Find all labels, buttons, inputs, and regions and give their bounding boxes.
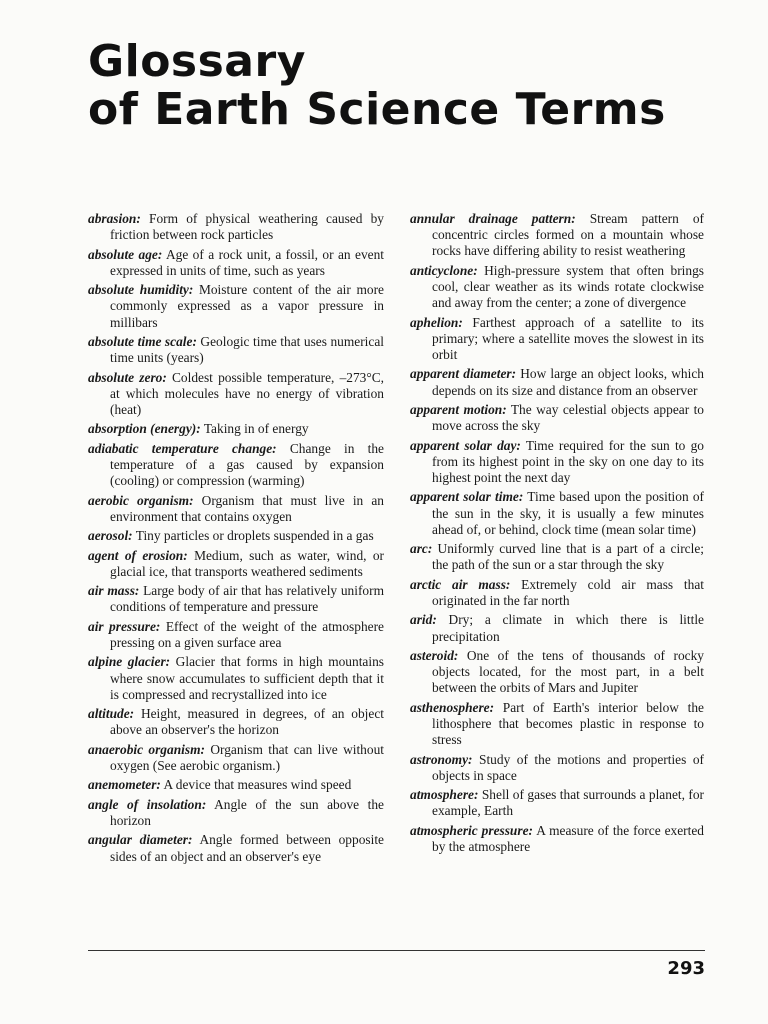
glossary-definition: A device that measures wind speed [163,777,352,793]
glossary-entry [88,211,384,243]
glossary-definition: High-pressure system that often brings cool, clear weather as its winds rotate clockwise and away from the center; a zone of divergence [432,262,704,311]
glossary-definition: Moisture content of the air more commonly expressed as a vapor pressure in millibars [110,282,384,330]
glossary-definition: A measure of the force exerted by the atmosphere [432,822,704,854]
page-title [88,38,666,134]
glossary-term: absorption (energy): [88,421,201,437]
glossary-entry [88,548,384,580]
glossary-entry [88,797,384,829]
glossary-entry [88,247,384,279]
glossary-term: air mass: [88,583,140,599]
glossary-term: alpine glacier: [88,654,171,670]
glossary-definition: How large an object looks, which depends on its size and distance from an observer [432,366,704,398]
glossary-term: apparent solar day: [410,437,521,453]
glossary-definition: Study of the motions and properties of objects in space [432,751,704,783]
glossary-definition: Change in the temperature of a gas caused by expansion (cooling) or compression (warming) [110,440,384,489]
glossary-entry [88,441,384,490]
glossary-definition: Stream pattern of concentric circles formed on a mountain whose rocks have differing ability to resist weathering [432,211,704,259]
title-line-2: of Earth Science Terms [88,84,666,135]
glossary-entry [410,752,704,784]
glossary-term: absolute time scale: [88,333,197,349]
glossary-term: anaerobic organism: [88,741,205,757]
glossary-term: arc: [410,541,433,557]
footer-divider [88,950,705,951]
glossary-definition: Organism that must live in an environment that contains oxygen [110,492,384,524]
glossary-definition: Age of a rock unit, a fossil, or an event expressed in units of time, such as years [110,246,385,278]
glossary-term: asthenosphere: [410,699,495,715]
glossary-term: air pressure: [88,618,161,634]
glossary-definition: Taking in of energy [203,421,309,437]
glossary-definition: Form of physical weathering caused by friction between rock particles [110,211,385,243]
glossary-definition: Part of Earth's interior below the lithosphere that becomes plastic in response to stress [432,699,704,748]
glossary-definition: Effect of the weight of the atmosphere pressing on a given surface area [110,618,384,650]
glossary-term: anticyclone: [410,262,478,278]
glossary-entry [410,402,704,434]
glossary-definition: Medium, such as water, wind, or glacial ice, that transports weathered sediments [110,547,384,579]
glossary-definition: Glacier that forms in high mountains where snow accumulates to sufficient depth that it is compressed and recrystallized into ice [110,654,384,702]
glossary-entry [88,282,384,331]
glossary-term: anemometer: [88,777,161,793]
glossary-entry [410,787,704,819]
glossary-definition: Angle formed between opposite sides of an object and an observer's eye [110,832,384,864]
glossary-entry [410,438,704,487]
glossary-entry [88,742,384,774]
glossary-entry [88,493,384,525]
glossary-definition: Extremely cold air mass that originated in the far north [432,576,704,608]
glossary-term: asteroid: [410,647,459,663]
glossary-term: adiabatic temperature change: [88,440,277,456]
glossary-column-left [88,211,384,868]
glossary-definition: Geologic time that uses numerical time units (years) [110,333,384,366]
glossary-entry [88,832,384,864]
glossary-entry [88,654,384,703]
glossary-entry [88,706,384,738]
glossary-term: angle of insolation: [88,796,207,812]
glossary-definition: Large body of air that has relatively uniform conditions of temperature and pressure [110,583,384,615]
glossary-term: atmospheric pressure: [410,822,533,838]
glossary-entry [410,315,704,364]
glossary-definition: Farthest approach of a satellite to its primary; where a satellite moves the slowest in its orbit [432,314,704,362]
glossary-term: absolute zero: [88,369,167,385]
glossary-entry [88,777,384,793]
glossary-term: arid: [410,612,437,628]
glossary-term: atmosphere: [410,787,479,803]
glossary-entry [410,211,704,260]
glossary-entry [410,577,704,609]
glossary-term: annular drainage pattern: [410,211,576,226]
glossary-entry [88,421,384,437]
glossary-term: altitude: [88,706,135,722]
glossary-entry [410,612,704,644]
glossary-term: aphelion: [410,314,463,330]
glossary-entry [410,366,704,398]
glossary-entry [410,263,704,312]
glossary-definition: The way celestial objects appear to move across the sky [432,401,704,434]
glossary-entry [410,700,704,749]
glossary-definition: Tiny particles or droplets suspended in a gas [135,528,374,544]
glossary-entry [410,823,704,855]
glossary-definition: Coldest possible temperature, –273°C, at which molecules have no energy of vibration (heat) [110,369,384,417]
glossary-entry [410,541,704,573]
glossary-definition: Organism that can live without oxygen (See aerobic organism.) [110,741,384,773]
glossary-entry [88,528,384,544]
glossary-definition: Shell of gases that surrounds a planet, for example, Earth [432,787,704,819]
glossary-term: aerosol: [88,528,133,544]
glossary-term: apparent diameter: [410,366,517,382]
glossary-term: abrasion: [88,211,141,226]
glossary-entry [88,619,384,651]
glossary-term: aerobic organism: [88,492,194,508]
glossary-term: agent of erosion: [88,547,188,563]
glossary-term: apparent motion: [410,401,507,417]
glossary-term: angular diameter: [88,832,193,848]
glossary-term: astronomy: [410,751,473,767]
glossary-column-right [410,211,704,858]
glossary-entry [88,370,384,419]
glossary-entry [410,648,704,697]
glossary-term: absolute age: [88,246,163,262]
page-number: 293 [667,958,705,979]
glossary-definition: Height, measured in degrees, of an object above an observer's the horizon [110,706,384,738]
glossary-definition: Angle of the sun above the horizon [110,796,384,828]
glossary-definition: Uniformly curved line that is a part of a circle; the path of the sun or a star through the sky [432,541,704,573]
glossary-term: arctic air mass: [410,576,511,592]
glossary-definition: Time based upon the position of the sun in the sky, it is usually a few minutes ahead of, or behind, clock time (mean solar time) [432,489,705,537]
glossary-definition: Dry; a climate in which there is little precipitation [432,612,704,644]
glossary-entry [88,334,384,366]
glossary-term: absolute humidity: [88,282,194,298]
glossary-term: apparent solar time: [410,489,524,505]
glossary-definition: Time required for the sun to go from its highest point in the sky on one day to its highest point the next day [432,437,704,485]
title-line-1: Glossary [88,36,306,87]
glossary-entry [88,583,384,615]
glossary-entry [410,489,704,538]
glossary-definition: One of the tens of thousands of rocky objects located, for the most part, in a belt between the orbits of Mars and Jupiter [432,647,704,696]
